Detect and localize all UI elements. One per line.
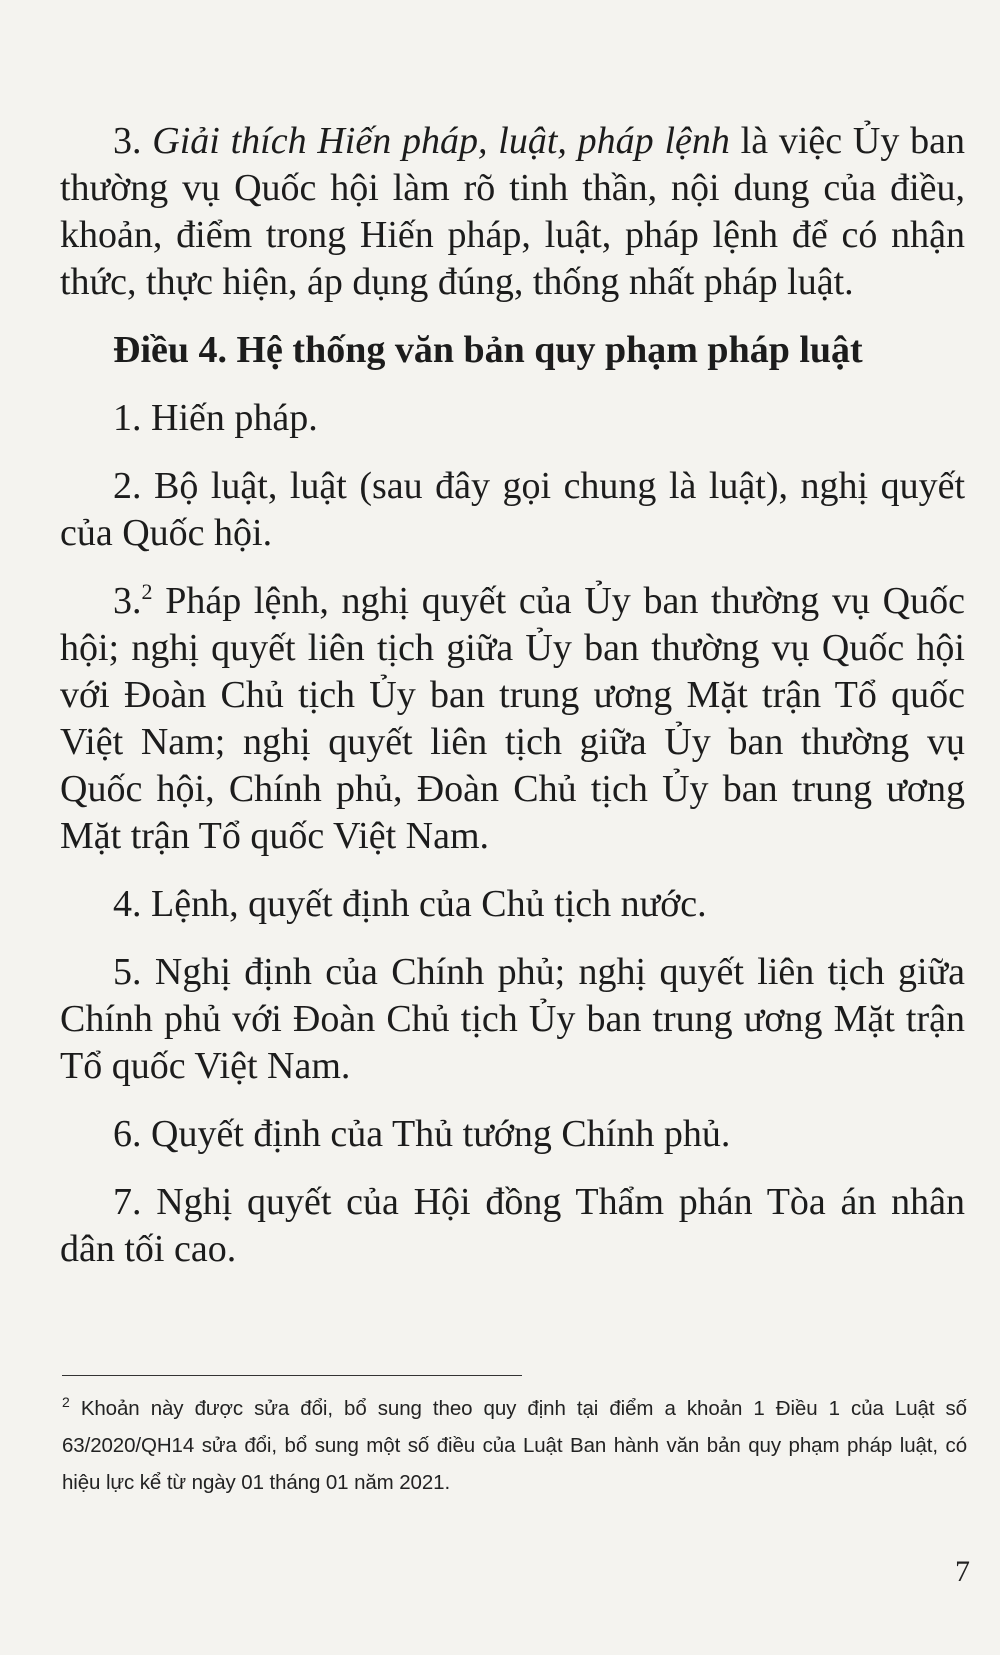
paragraph-definition	[60, 118, 965, 306]
list-item-3-number: 3.	[113, 580, 142, 622]
footnote-divider	[62, 1375, 522, 1376]
footnote-text: Khoản này được sửa đổi, bổ sung theo quy định tại điểm a khoản 1 Điều 1 của Luật số 63/2020/QH14 sửa đổi, bổ sung một số điều của Luật Ban hành văn bản quy phạm pháp luật, có hiệu lực kể từ ngày 01 tháng 01 năm 2021.	[62, 1397, 967, 1494]
defined-term: Giải thích Hiến pháp, luật, pháp lệnh	[152, 120, 730, 162]
footnote	[62, 1390, 967, 1501]
list-item-3	[60, 578, 965, 860]
footnote-reference: 2	[141, 579, 153, 604]
article-heading: Điều 4. Hệ thống văn bản quy phạm pháp luật	[113, 329, 863, 371]
list-item-6: 6. Quyết định của Thủ tướng Chính phủ.	[113, 1113, 731, 1155]
list-item-4: 4. Lệnh, quyết định của Chủ tịch nước.	[113, 883, 707, 925]
page-number: 7	[955, 1555, 970, 1588]
list-item-1: 1. Hiến pháp.	[113, 397, 318, 439]
footnote-marker: 2	[62, 1394, 70, 1410]
list-item-3-text: Pháp lệnh, nghị quyết của Ủy ban thường vụ Quốc hội; nghị quyết liên tịch giữa Ủy ban thường vụ Quốc hội với Đoàn Chủ tịch Ủy ban trung ương Mặt trận Tổ quốc Việt Nam; nghị quyết liên tịch giữa Ủy ban thường vụ Quốc hội, Chính phủ, Đoàn Chủ tịch Ủy ban trung ương Mặt trận Tổ quốc Việt Nam.	[60, 580, 965, 857]
list-item-5: 5. Nghị định của Chính phủ; nghị quyết liên tịch giữa Chính phủ với Đoàn Chủ tịch Ủy ban trung ương Mặt trận Tổ quốc Việt Nam.	[60, 951, 965, 1087]
list-item-2: 2. Bộ luật, luật (sau đây gọi chung là luật), nghị quyết của Quốc hội.	[60, 465, 965, 554]
list-item-7: 7. Nghị quyết của Hội đồng Thẩm phán Tòa án nhân dân tối cao.	[60, 1181, 965, 1270]
main-text	[60, 118, 965, 1294]
paragraph-number: 3.	[113, 120, 142, 162]
definition-text: là việc Ủy ban thường vụ Quốc hội làm rõ tinh thần, nội dung của điều, khoản, điểm trong Hiến pháp, luật, pháp lệnh để có nhận thức, thực hiện, áp dụng đúng, thống nhất pháp luật.	[60, 120, 966, 303]
